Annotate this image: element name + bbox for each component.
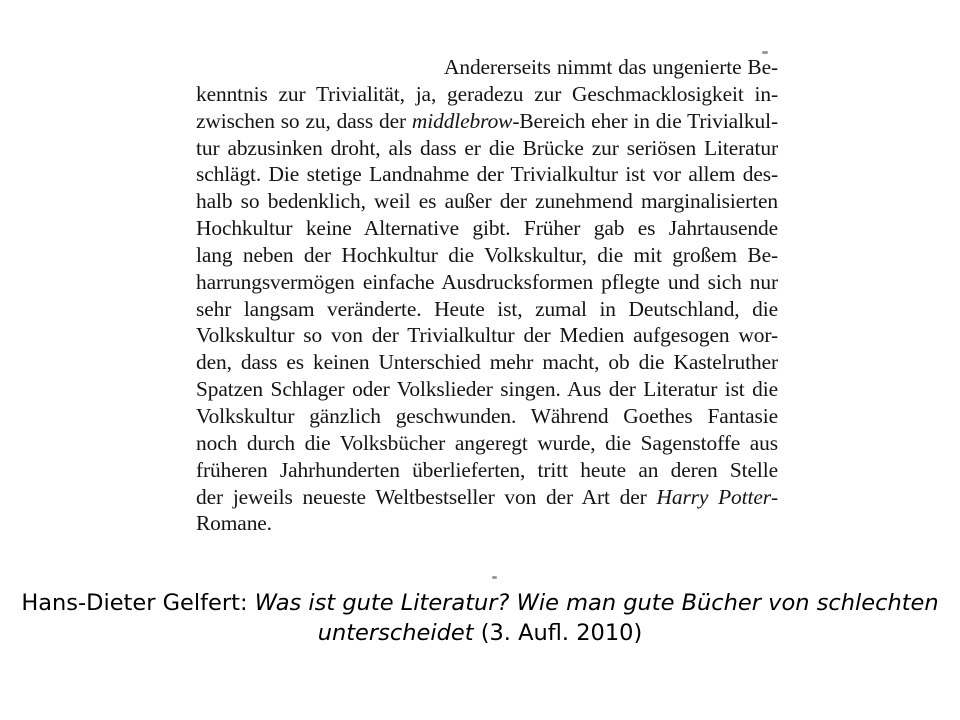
excerpt-line — [196, 188, 778, 215]
excerpt-segment: Volkskultur gänzlich geschwunden. Während Goethes Fantasie — [196, 403, 778, 428]
excerpt-line — [196, 349, 778, 376]
excerpt-segment: früheren Jahrhunderten überlieferten, tritt heute an deren Stelle — [196, 457, 778, 482]
excerpt-line — [196, 376, 778, 403]
excerpt-segment: kenntnis zur Trivialität, ja, geradezu zur Geschmacklosigkeit in- — [196, 81, 778, 106]
excerpt-line — [196, 322, 778, 349]
excerpt-segment: tur abzusinken droht, als dass er die Brücke zur seriösen Literatur — [196, 135, 778, 160]
excerpt-segment: der jeweils neueste Weltbestseller von der Art der — [196, 484, 657, 509]
excerpt-segment: den, dass es keinen Unterschied mehr macht, ob die Kastelruther — [196, 350, 778, 375]
excerpt-line — [196, 135, 778, 162]
excerpt-segment: noch durch die Volksbücher angeregt wurde, die Sagenstoffe aus — [196, 430, 778, 455]
citation-author: Hans-Dieter Gelfert: — [21, 590, 255, 616]
excerpt-segment: schlägt. Die stetige Landnahme der Trivialkultur ist vor allem des- — [196, 162, 778, 187]
excerpt-line — [196, 296, 778, 323]
citation-book-title: Was ist gute Literatur? Wie man gute Bücher von schlechten unterscheidet — [254, 590, 939, 646]
excerpt-line — [196, 430, 778, 457]
book-page-scan — [186, 34, 786, 582]
excerpt-segment: harrungsvermögen einfache Ausdrucksformen pflegte und sich nur — [196, 269, 778, 294]
source-citation-caption — [0, 588, 960, 648]
excerpt-segment: Hochkultur keine Alternative gibt. Früher gab es Jahrtausende — [196, 216, 778, 241]
excerpt-line — [196, 269, 778, 296]
excerpt-line — [196, 510, 778, 537]
scan-speck-bottom — [492, 576, 497, 579]
excerpt-segment: - — [770, 484, 778, 509]
excerpt-line — [196, 81, 778, 108]
excerpt-line — [196, 108, 778, 135]
excerpt-line — [196, 484, 778, 511]
excerpt-line — [196, 457, 778, 484]
excerpt-segment: halb so bedenklich, weil es außer der zunehmend marginalisierten — [196, 189, 778, 214]
excerpt-segment: lang neben der Hochkultur die Volkskultur, die mit großem Be- — [196, 242, 778, 267]
excerpt-segment: Romane. — [196, 511, 272, 536]
book-excerpt-text — [196, 54, 778, 537]
excerpt-italic-segment: middlebrow — [411, 108, 513, 133]
citation-edition: (3. Aufl. 2010) — [473, 620, 643, 646]
excerpt-segment: Andererseits nimmt das ungenierte Be- — [444, 55, 778, 79]
excerpt-segment: Volkskultur so von der Trivialkultur der Medien aufgesogen wor- — [196, 323, 778, 348]
excerpt-line — [196, 215, 778, 242]
excerpt-line — [196, 54, 778, 81]
excerpt-italic-segment: Harry Potter — [656, 484, 771, 509]
excerpt-segment: Spatzen Schlager oder Volkslieder singen. Aus der Literatur ist die — [196, 377, 778, 402]
excerpt-segment: -Bereich eher in die Trivialkul- — [512, 108, 778, 133]
excerpt-line — [196, 161, 778, 188]
excerpt-line — [196, 242, 778, 269]
excerpt-line — [196, 403, 778, 430]
excerpt-segment: sehr langsam veränderte. Heute ist, zumal in Deutschland, die — [196, 296, 778, 321]
excerpt-segment: zwischen so zu, dass der — [196, 108, 412, 133]
